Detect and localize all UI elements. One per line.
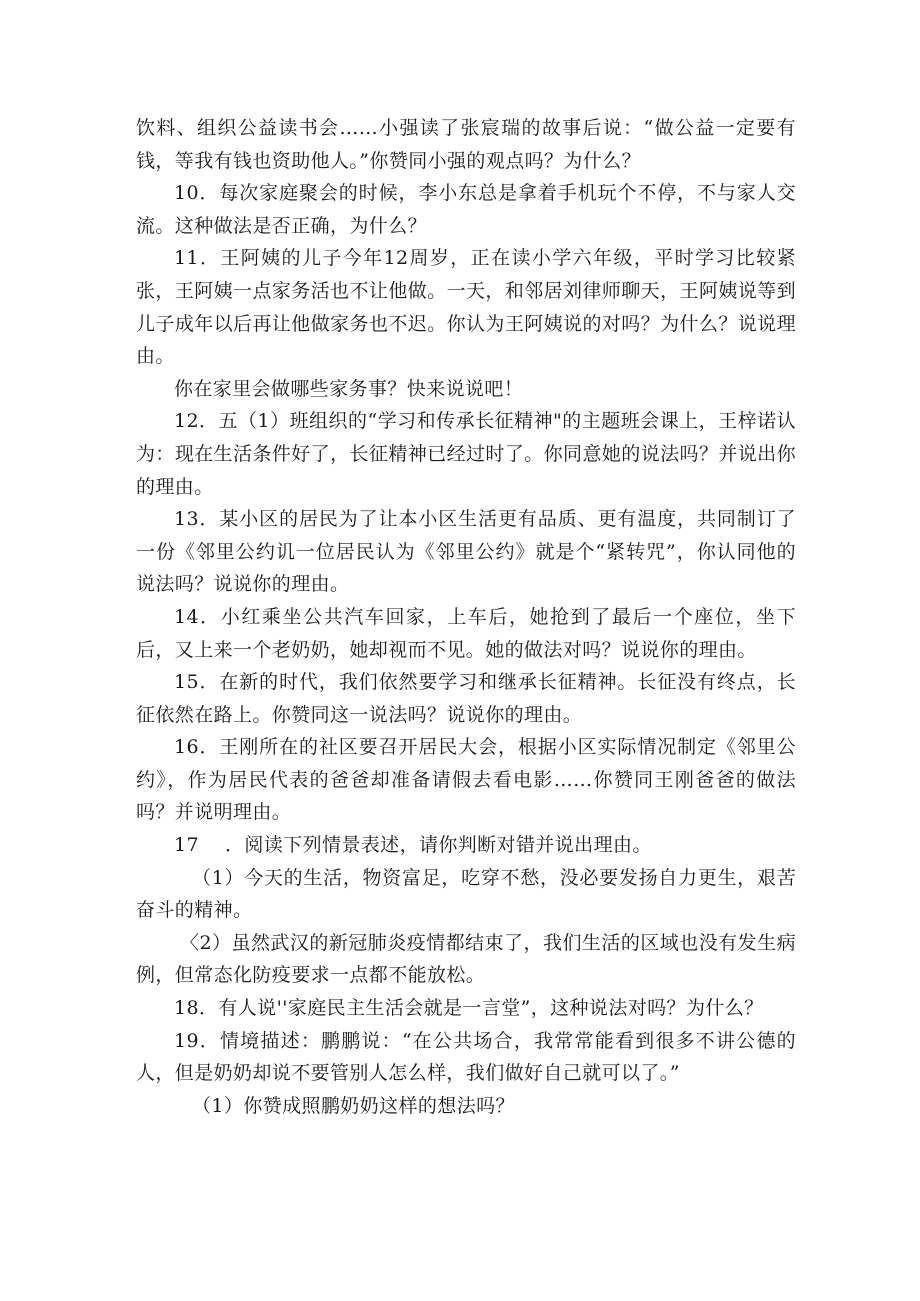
question-17-item-2: 〈2）虽然武汉的新冠肺炎疫情都结束了，我们生活的区域也没有发生病例，但常态化防疫要求一点都不能放松。 bbox=[136, 931, 796, 987]
paragraph-continued: 饮料、组织公益读书会……小强读了张宸瑞的故事后说：“做公益一定要有钱，等我有钱也资助他人。”你赞同小强的观点吗？为什么？ bbox=[136, 117, 796, 172]
question-10: 10．每次家庭聚会的时候，李小东总是拿着手机玩个不停，不与家人交流。这种做法是否正确，为什么？ bbox=[136, 182, 796, 237]
question-19-item-1: （1）你赞成照鹏奶奶这样的想法吗？ bbox=[192, 1094, 515, 1117]
document-body bbox=[136, 112, 796, 1122]
question-11-followup: 你在家里会做哪些家务事？快来说说吧！ bbox=[174, 377, 524, 400]
question-19: 19．情境描述：鹏鹏说：“在公共场合，我常常能看到很多不讲公德的人，但是奶奶却说不要管别人怎么样，我们做好自己就可以了。” bbox=[136, 1029, 796, 1085]
question-18: 18．有人说''家庭民主生活会就是一言堂”，这种说法对吗？为什么？ bbox=[174, 997, 764, 1020]
question-17 bbox=[136, 829, 796, 862]
question-12: 12．五（1）班组织的“学习和传承长征精神"的主题班会课上，王梓诺认为：现在生活条件好了，长征精神已经过时了。你同意她的说法吗？并说出你的理由。 bbox=[136, 410, 796, 498]
question-15: 15．在新的时代，我们依然要学习和继承长征精神。长征没有终点，长征依然在路上。你赞同这一说法吗？说说你的理由。 bbox=[136, 671, 796, 726]
question-14: 14．小红乘坐公共汽车回家，上车后，她抢到了最后一个座位，坐下后，又上来一个老奶奶，她却视而不见。她的做法对吗？说说你的理由。 bbox=[136, 605, 796, 661]
question-17-item-1: （1）今天的生活，物资富足，吃穿不愁，没必要发扬自力更生，艰苦奋斗的精神。 bbox=[136, 866, 796, 922]
question-13: 13．某小区的居民为了让本小区生活更有品质、更有温度，共同制订了一份《邻里公约讥一位居民认为《邻里公约》就是个“紧转咒”，你认同他的说法吗？说说你的理由。 bbox=[136, 508, 796, 596]
question-17-text: ．阅读下列情景表述，请你判断对错并说出理由。 bbox=[224, 834, 652, 857]
question-17-number: 17 bbox=[174, 834, 199, 857]
question-16: 16．王刚所在的社区要召开居民大会，根据小区实际情况制定《邻里公约》，作为居民代表的爸爸却准备请假去看电影……你赞同王刚爸爸的做法吗？并说明理由。 bbox=[136, 736, 796, 824]
question-11: 11．王阿姨的儿子今年12周岁，正在读小学六年级，平时学习比较紧张，王阿姨一点家务活也不让他做。一天，和邻居刘律师聊天，王阿姨说等到儿子成年以后再让他做家务也不迟。你认为王阿姨说的对吗？为什么？说说理由。 bbox=[136, 247, 796, 368]
